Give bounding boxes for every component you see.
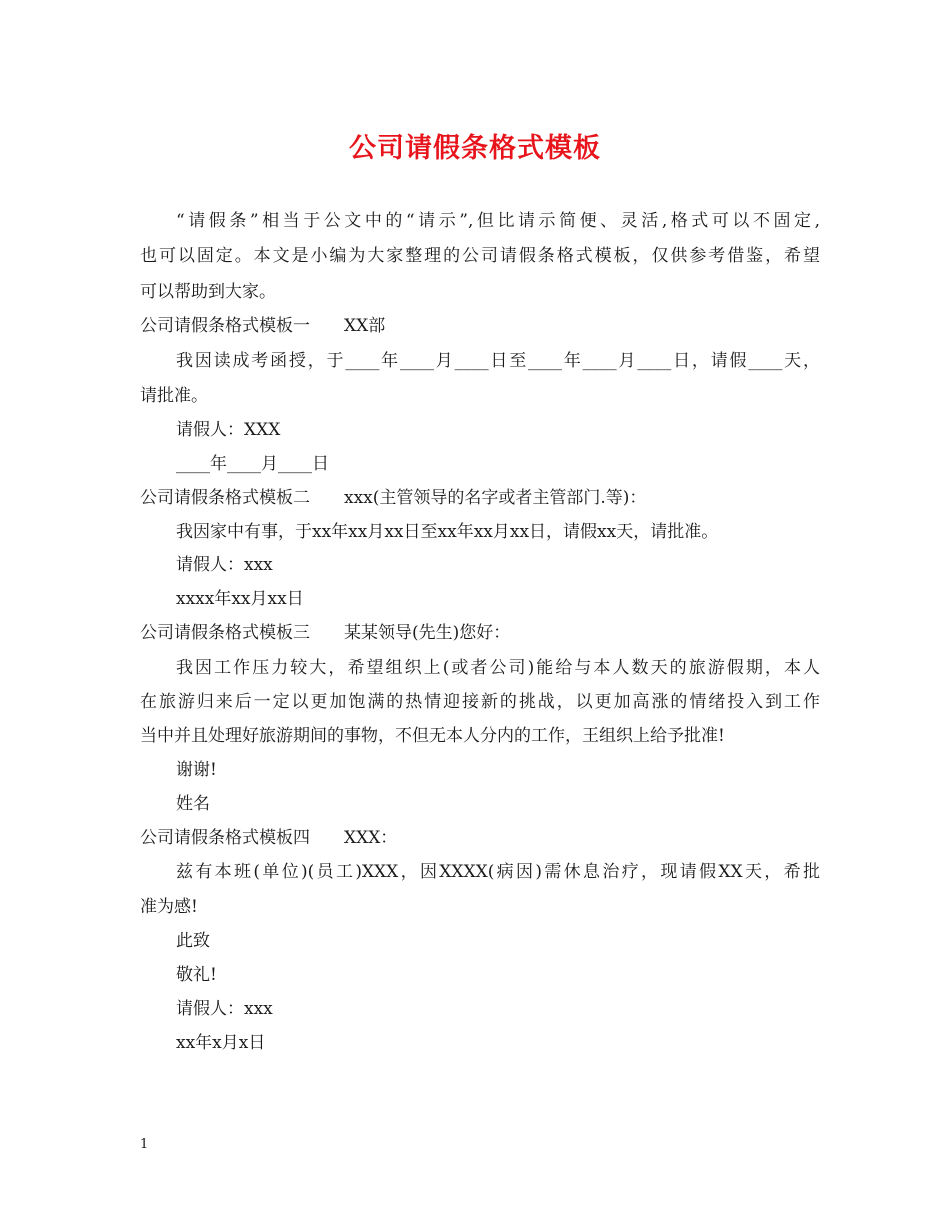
template-3-heading: 公司请假条格式模板三 某某领导(先生)您好： bbox=[140, 623, 511, 643]
page-number: 1 bbox=[140, 1137, 149, 1152]
intro-line-2: 也可以固定。本文是小编为大家整理的公司请假条格式模板，仅供参考借鉴，希望 bbox=[140, 246, 820, 266]
template-1-body-2: 请批准。 bbox=[140, 386, 208, 406]
document-title: 公司请假条格式模板 bbox=[349, 133, 601, 164]
template-4-date: xx年x月x日 bbox=[176, 1033, 266, 1053]
template-4-heading: 公司请假条格式模板四 XXX： bbox=[140, 828, 398, 848]
template-3-thanks: 谢谢! bbox=[176, 760, 217, 780]
template-3-name: 姓名 bbox=[176, 794, 210, 814]
intro-line-1: “请假条”相当于公文中的“请示”,但比请示简便、灵活,格式可以不固定, bbox=[176, 211, 820, 231]
template-4-body-2: 准为感! bbox=[140, 897, 198, 917]
template-4-body-1: 兹有本班(单位)(员工)XXX，因XXXX(病因)需休息治疗，现请假XX天，希批 bbox=[176, 862, 820, 882]
intro-line-3: 可以帮助到大家。 bbox=[140, 282, 276, 302]
template-3-body-2: 在旅游归来后一定以更加饱满的热情迎接新的挑战，以更加高涨的情绪投入到工作 bbox=[140, 692, 820, 712]
template-1-body-1: 我因读成考函授，于____年____月____日至____年____月____日，请假____天， bbox=[176, 351, 820, 371]
template-4-closing-1: 此致 bbox=[176, 931, 210, 951]
template-1-applicant: 请假人：XXX bbox=[176, 420, 281, 440]
template-1-heading: 公司请假条格式模板一 XX部 bbox=[140, 316, 386, 336]
template-2-heading: 公司请假条格式模板二 xxx(主管领导的名字或者主管部门.等)： bbox=[140, 488, 647, 508]
template-3-body-3: 当中并且处理好旅游期间的事物，不但无本人分内的工作，王组织上给予批准! bbox=[140, 726, 725, 746]
template-4-closing-2: 敬礼! bbox=[176, 965, 217, 985]
template-2-body: 我因家中有事，于xx年xx月xx日至xx年xx月xx日，请假xx天，请批准。 bbox=[176, 522, 719, 542]
template-2-date: xxxx年xx月xx日 bbox=[176, 589, 304, 609]
template-4-applicant: 请假人：xxx bbox=[176, 999, 273, 1019]
template-2-applicant: 请假人：xxx bbox=[176, 555, 273, 575]
template-1-date: ____年____月____日 bbox=[176, 454, 329, 474]
template-3-body-1: 我因工作压力较大，希望组织上(或者公司)能给与本人数天的旅游假期，本人 bbox=[176, 658, 820, 678]
